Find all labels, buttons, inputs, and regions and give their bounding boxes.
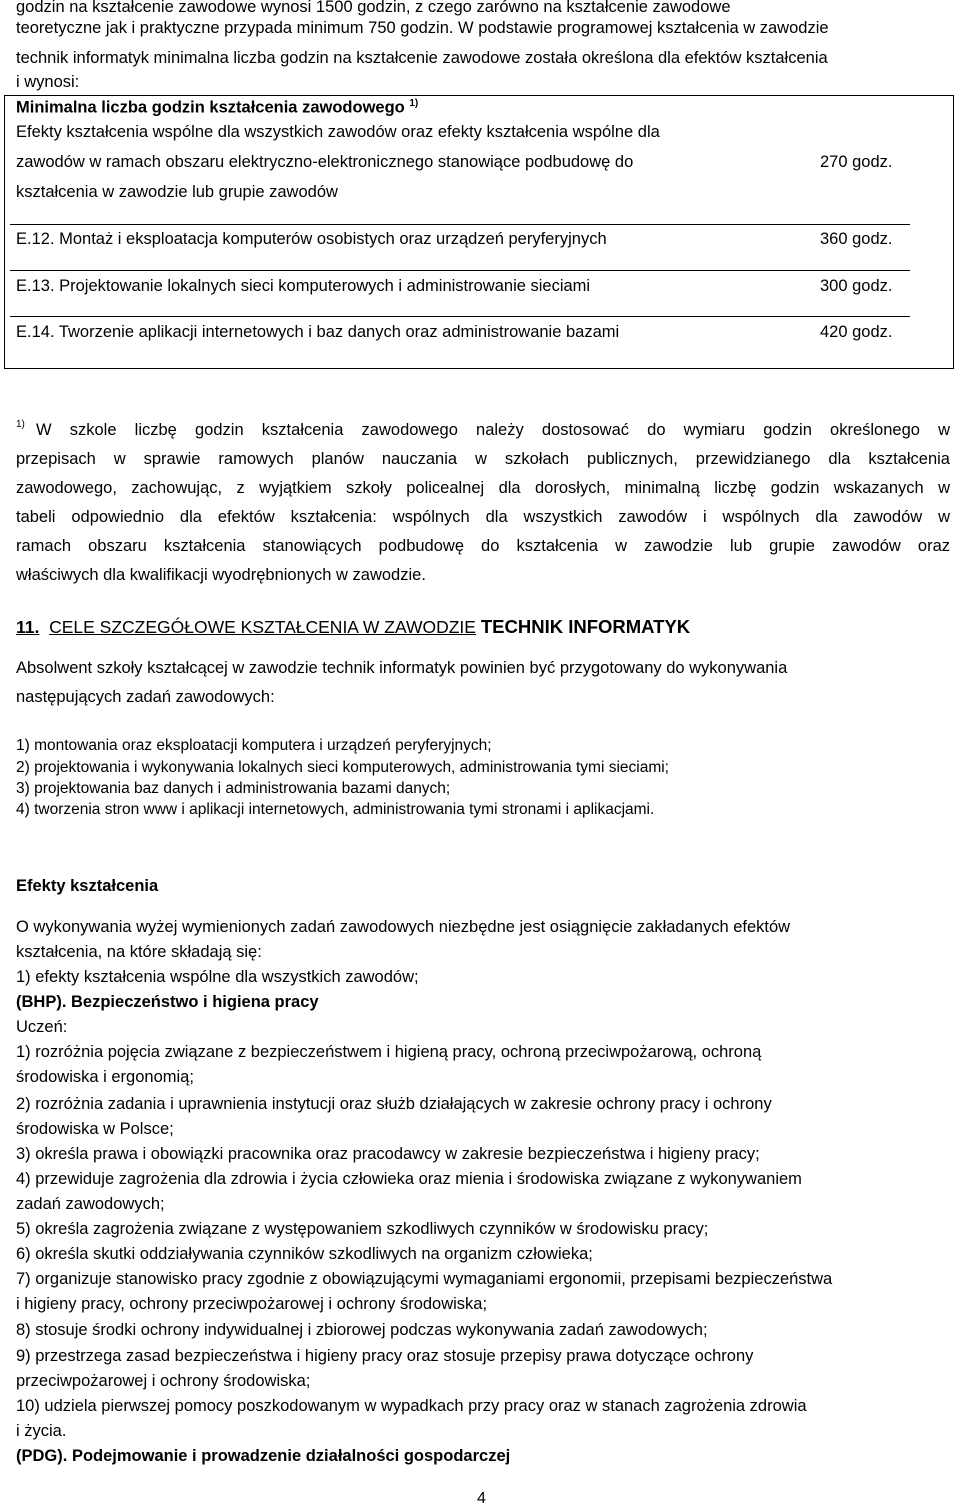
footnote-line: przepisach w sprawie ramowych planów nauczania w szkołach publicznych, przewidzianego dla kształcenia [16, 450, 950, 468]
effect-item: 5) określa zagrożenia związane z występowaniem szkodliwych czynników w środowisku pracy; [16, 1220, 709, 1238]
bhp-title: Bezpieczeństwo i higiena pracy [71, 993, 319, 1011]
table-row-hours: 420 godz. [820, 323, 893, 341]
section-title: CELE SZCZEGÓŁOWE KSZTAŁCENIA W ZAWODZIE [49, 617, 476, 637]
footnote-first-line [16, 419, 25, 439]
effect-item: przeciwpożarowej i ochrony środowiska; [16, 1372, 311, 1390]
table-row-hours: 300 godz. [820, 277, 893, 295]
table-row-divider [10, 224, 910, 225]
effect-item: środowiska i ergonomią; [16, 1068, 194, 1086]
effect-item: środowiska w Polsce; [16, 1120, 174, 1138]
intro-line: godzin na kształcenie zawodowe wynosi 1500 godzin, z czego zarówno na kształcenie zawodowe [16, 0, 731, 16]
footnote-line: właściwych dla kwalifikacji wyodrębnionych w zawodzie. [16, 566, 426, 584]
table-row-divider [10, 270, 910, 271]
pdg-title: Podejmowanie i prowadzenie działalności gospodarczej [71, 1447, 511, 1465]
effect-item: 2) rozróżnia zadania i uprawnienia instytucji oraz służb działających w zakresie ochrony pracy i ochrony [16, 1095, 772, 1113]
effect-item: 10) udziela pierwszej pomocy poszkodowanym w wypadkach przy pracy oraz w stanach zagrożenia zdrowia [16, 1397, 807, 1415]
effects-intro-line: 1) efekty kształcenia wspólne dla wszystkich zawodów; [16, 968, 419, 986]
section-number: 11. [16, 617, 40, 637]
table-row-divider [10, 316, 910, 317]
table-row-hours: 360 godz. [820, 230, 893, 248]
section-heading [16, 616, 690, 638]
table-row-label: E.13. Projektowanie lokalnych sieci komputerowych i administrowanie sieciami [16, 277, 591, 295]
footnote-line: W szkole liczbę godzin kształcenia zawodowego należy dostosować do wymiaru godzin określonego w [36, 421, 950, 439]
page-number: 4 [477, 1490, 486, 1507]
table-row-label: E.12. Montaż i eksploatacja komputerów osobistych oraz urządzeń peryferyjnych [16, 230, 607, 248]
table-row-label: kształcenia w zawodzie lub grupie zawodów [16, 183, 338, 201]
task-item: 3) projektowania baz danych i administrowania bazami danych; [16, 780, 451, 797]
table-row-label: zawodów w ramach obszaru elektryczno-elektronicznego stanowiące podbudowę do [16, 153, 634, 171]
task-item: 4) tworzenia stron www i aplikacji internetowych, administrowania tymi stronami i aplikacjami. [16, 801, 655, 818]
section-intro-line: następujących zadań zawodowych: [16, 688, 275, 706]
effect-item: i higieny pracy, ochrony przeciwpożarowej i ochrony środowiska; [16, 1295, 488, 1313]
task-item: 2) projektowania i wykonywania lokalnych sieci komputerowych, administrowania tymi sieciami; [16, 759, 669, 776]
table-heading [16, 98, 418, 118]
section-title-profession: TECHNIK INFORMATYK [480, 616, 691, 637]
effect-item: 7) organizuje stanowisko pracy zgodnie z obowiązującymi wymaganiami ergonomii, przepisami bezpieczeństwa [16, 1270, 833, 1288]
effect-item: i życia. [16, 1422, 67, 1440]
task-item: 1) montowania oraz eksploatacji komputera i urządzeń peryferyjnych; [16, 737, 492, 754]
bhp-heading [16, 993, 319, 1012]
effects-intro-line: O wykonywania wyżej wymienionych zadań zawodowych niezbędne jest osiągnięcie zakładanych efektów [16, 918, 791, 936]
effect-item: 3) określa prawa i obowiązki pracownika oraz pracodawcy w zakresie bezpieczeństwa i higieny pracy; [16, 1145, 760, 1163]
pdg-code: (PDG). [16, 1447, 68, 1465]
bhp-code: (BHP). [16, 993, 67, 1011]
table-row-label: Efekty kształcenia wspólne dla wszystkich zawodów oraz efekty kształcenia wspólne dla [16, 123, 660, 141]
effects-intro-line: kształcenia, na które składają się: [16, 943, 262, 961]
intro-line: i wynosi: [16, 73, 80, 91]
table-heading-text: Minimalna liczba godzin kształcenia zawodowego [16, 98, 405, 117]
table-row-label: E.14. Tworzenie aplikacji internetowych i baz danych oraz administrowanie bazami [16, 323, 620, 341]
effect-item: 4) przewiduje zagrożenia dla zdrowia i życia człowieka oraz mienia i środowiska związane z wykonywaniem [16, 1170, 802, 1188]
effect-item: 9) przestrzega zasad bezpieczeństwa i higieny pracy oraz stosuje przepisy prawa dotyczące ochrony [16, 1347, 754, 1365]
effect-item: zadań zawodowych; [16, 1195, 165, 1213]
footnote-marker: 1) [16, 419, 25, 430]
footnote-line: ramach obszaru kształcenia stanowiących podbudowę do kształcenia w zawodzie lub grupie zawodów oraz [16, 537, 950, 555]
effect-item: 1) rozróżnia pojęcia związane z bezpieczeństwem i higieną pracy, ochroną przeciwpożarową, ochroną [16, 1043, 762, 1061]
section-intro-line: Absolwent szkoły kształcącej w zawodzie technik informatyk powinien być przygotowany do wykonywania [16, 659, 788, 677]
pdg-heading [16, 1447, 510, 1466]
effect-item: 8) stosuje środki ochrony indywidualnej i zbiorowej podczas wykonywania zadań zawodowych; [16, 1321, 708, 1339]
intro-line: teoretyczne jak i praktyczne przypada minimum 750 godzin. W podstawie programowej kształcenia w zawodzie [16, 19, 829, 37]
intro-line: technik informatyk minimalna liczba godzin na kształcenie zawodowe została określona dla efektów kształcenia [16, 49, 828, 67]
effect-item: 6) określa skutki oddziaływania czynników szkodliwych na organizm człowieka; [16, 1245, 593, 1263]
student-label: Uczeń: [16, 1018, 68, 1036]
effects-heading: Efekty kształcenia [16, 877, 159, 895]
table-row-hours: 270 godz. [820, 153, 893, 171]
footnote-ref: 1) [409, 98, 419, 109]
footnote-line: tabeli odpowiednio dla efektów kształcenia: wspólnych dla wszystkich zawodów i wspólnych dla zawodów w [16, 508, 950, 526]
footnote-line: zawodowego, zachowując, z wyjątkiem szkoły policealnej dla dorosłych, minimalną liczbę godzin wskazanych w [16, 479, 950, 497]
